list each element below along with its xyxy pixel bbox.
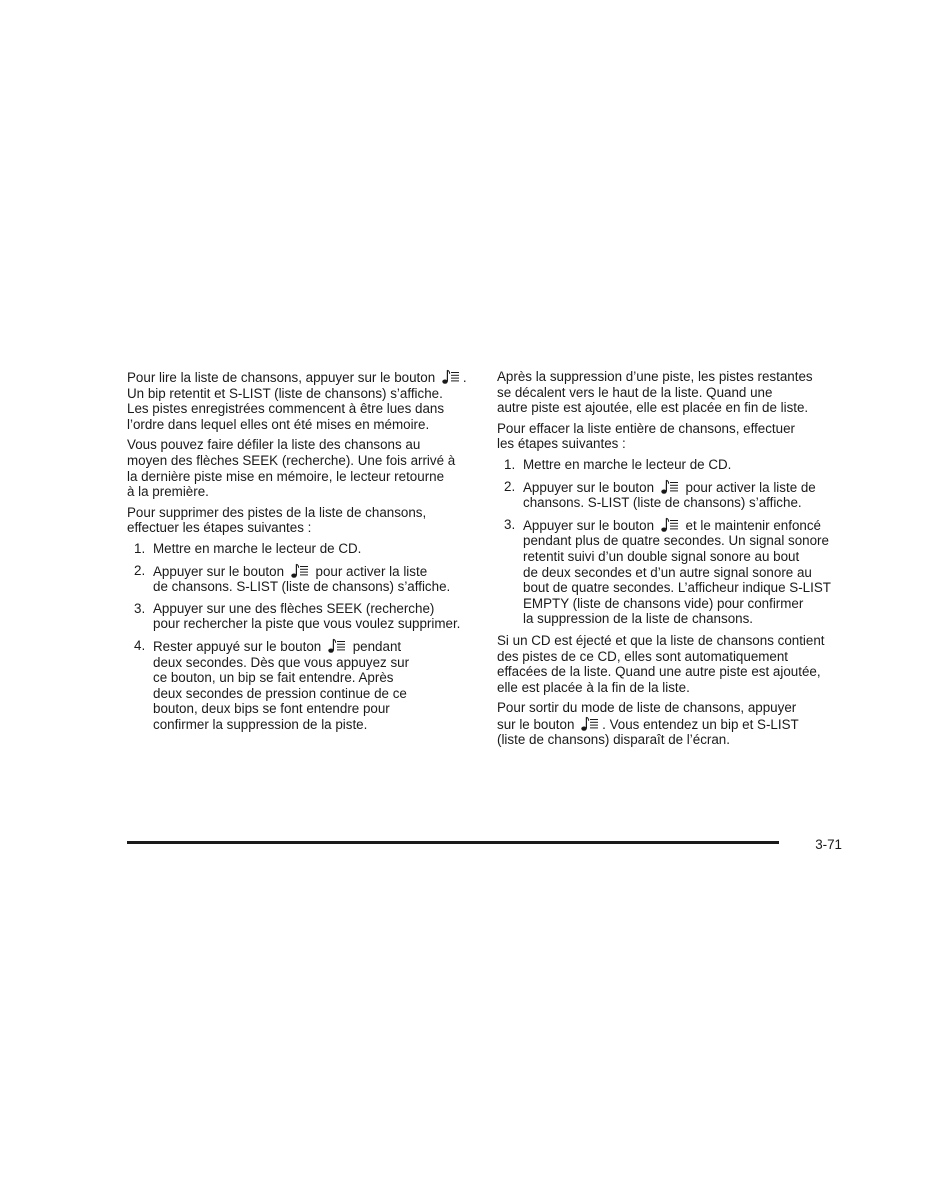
song-list-icon bbox=[580, 716, 600, 732]
text-line: Appuyer sur une des flèches SEEK (recherche) bbox=[153, 600, 435, 616]
page-number: 3-71 bbox=[815, 837, 842, 852]
text-line: bouton, deux bips se font entendre pour bbox=[153, 701, 390, 717]
text-line: l’ordre dans lequel elles ont été mises en mémoire. bbox=[127, 416, 430, 432]
left-column bbox=[127, 369, 475, 738]
list-item bbox=[497, 517, 842, 627]
text-line: effacées de la liste. Quand une autre piste est ajoutée, bbox=[497, 664, 821, 680]
delete-steps-list bbox=[127, 541, 475, 733]
paragraph-exit-mode bbox=[497, 700, 842, 748]
text-line: Mettre en marche le lecteur de CD. bbox=[523, 456, 732, 472]
paragraph-after-deletion bbox=[497, 369, 842, 416]
text-line: se décalent vers le haut de la liste. Quand une bbox=[497, 384, 773, 400]
text-line: bout de quatre secondes. L’afficheur indique S-LIST bbox=[523, 580, 831, 596]
text-line: la suppression de la liste de chansons. bbox=[523, 611, 754, 627]
text-line: Les pistes enregistrées commencent à être lues dans bbox=[127, 401, 445, 417]
text-line: Appuyer sur le bouton et le maintenir enfoncé bbox=[523, 517, 821, 533]
text-line: deux secondes. Dès que vous appuyez sur bbox=[153, 654, 410, 670]
list-item bbox=[127, 563, 475, 595]
list-item bbox=[127, 541, 475, 557]
list-item bbox=[497, 457, 842, 473]
text-line: Pour sortir du mode de liste de chansons, appuyer bbox=[497, 700, 797, 716]
text-line: Vous pouvez faire défiler la liste des chansons au bbox=[127, 437, 421, 453]
text-line: EMPTY (liste de chansons vide) pour confirmer bbox=[523, 595, 804, 611]
song-list-icon bbox=[660, 479, 680, 495]
text-line: pendant plus de quatre secondes. Un signal sonore bbox=[523, 533, 829, 549]
list-item bbox=[127, 601, 475, 632]
text-line: à la première. bbox=[127, 484, 209, 500]
text-line: de chansons. S-LIST (liste de chansons) s’affiche. bbox=[153, 579, 451, 595]
text-line: Après la suppression d’une piste, les pistes restantes bbox=[497, 369, 813, 384]
text-line: retentit suivi d’un double signal sonore au bout bbox=[523, 548, 800, 564]
text-line: ce bouton, un bip se fait entendre. Après bbox=[153, 670, 394, 686]
song-list-icon bbox=[441, 369, 461, 385]
right-column bbox=[497, 369, 842, 753]
text-line: de deux secondes et d’un autre signal sonore au bbox=[523, 564, 812, 580]
song-list-icon bbox=[327, 638, 347, 654]
paragraph-delete-intro bbox=[127, 505, 475, 536]
text-line: Un bip retentit et S-LIST (liste de chansons) s’affiche. bbox=[127, 385, 443, 401]
step-number: 2. bbox=[504, 478, 516, 494]
text-line: Rester appuyé sur le bouton pendant bbox=[153, 638, 402, 654]
step-number: 1. bbox=[504, 456, 516, 472]
text-line: des pistes de ce CD, elles sont automatiquement bbox=[497, 648, 789, 664]
step-number: 3. bbox=[504, 516, 516, 532]
text-line: deux secondes de pression continue de ce bbox=[153, 685, 407, 701]
step-number: 1. bbox=[134, 540, 146, 556]
text-line: les étapes suivantes : bbox=[497, 436, 626, 452]
text-line: Appuyer sur le bouton pour activer la liste bbox=[153, 563, 428, 579]
song-list-icon bbox=[290, 563, 310, 579]
paragraph-scroll-list bbox=[127, 437, 475, 499]
paragraph-clear-intro bbox=[497, 421, 842, 452]
text-line: elle est placée à la fin de la liste. bbox=[497, 679, 690, 695]
text-line: Si un CD est éjecté et que la liste de chansons contient bbox=[497, 632, 825, 648]
text-line: Pour supprimer des pistes de la liste de chansons, bbox=[127, 504, 427, 520]
step-number: 2. bbox=[134, 562, 146, 578]
clear-steps-list bbox=[497, 457, 842, 627]
footer-rule bbox=[127, 841, 779, 844]
text-line: chansons. S-LIST (liste de chansons) s’affiche. bbox=[523, 495, 802, 511]
text-line: Mettre en marche le lecteur de CD. bbox=[153, 540, 362, 556]
step-number: 3. bbox=[134, 600, 146, 616]
text-line: (liste de chansons) disparaît de l’écran. bbox=[497, 732, 730, 748]
paragraph-cd-ejected bbox=[497, 633, 842, 695]
text-line: effectuer les étapes suivantes : bbox=[127, 520, 312, 536]
step-number: 4. bbox=[134, 637, 146, 653]
song-list-icon bbox=[660, 517, 680, 533]
text-line: Appuyer sur le bouton pour activer la liste de bbox=[523, 479, 816, 495]
list-item bbox=[497, 479, 842, 511]
text-line: pour rechercher la piste que vous voulez supprimer. bbox=[153, 616, 461, 632]
text-line: la dernière piste mise en mémoire, le lecteur retourne bbox=[127, 468, 445, 484]
text-line: sur le bouton . Vous entendez un bip et S-LIST bbox=[497, 716, 799, 732]
text-line: autre piste est ajoutée, elle est placée en fin de liste. bbox=[497, 400, 809, 416]
text-line: moyen des flèches SEEK (recherche). Une fois arrivé à bbox=[127, 452, 456, 468]
text-line: confirmer la suppression de la piste. bbox=[153, 716, 368, 732]
paragraph-read-song-list bbox=[127, 369, 475, 432]
list-item bbox=[127, 638, 475, 733]
text-line: Pour effacer la liste entière de chansons, effectuer bbox=[497, 420, 796, 436]
text-line: Pour lire la liste de chansons, appuyer sur le bouton . bbox=[127, 370, 467, 385]
